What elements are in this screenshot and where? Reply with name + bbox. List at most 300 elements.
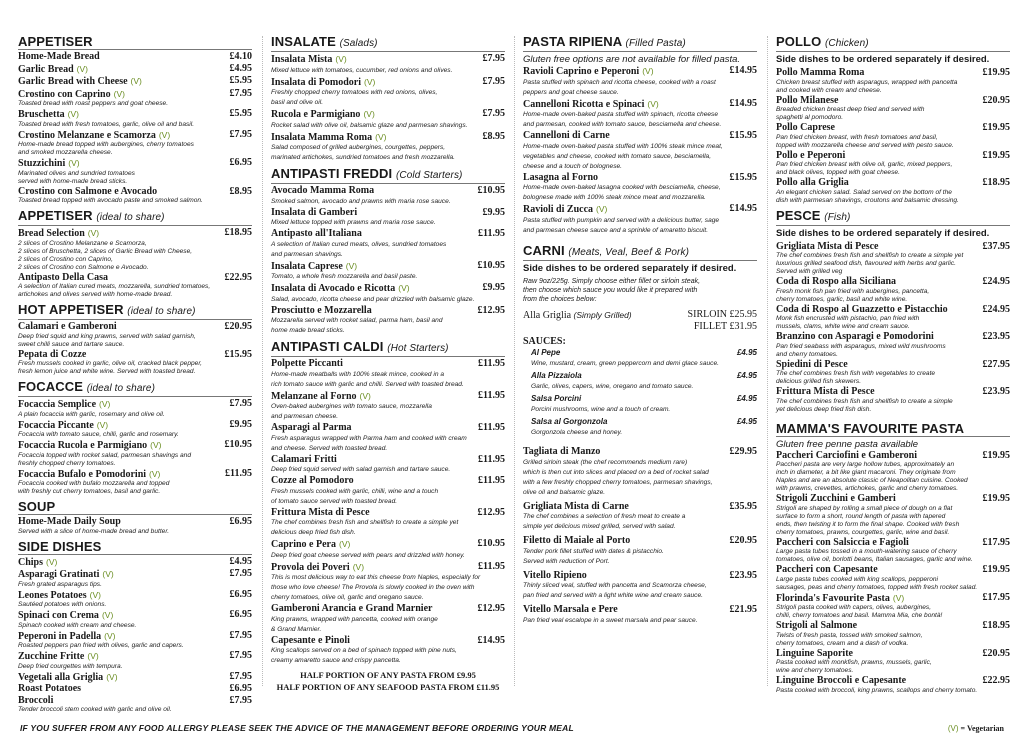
item-name-text: Garlic Bread with Cheese (18, 76, 128, 87)
menu-item (271, 54, 505, 76)
section-heading (523, 243, 757, 261)
menu-item (18, 469, 252, 497)
section-subtitle: (Chicken) (825, 38, 869, 49)
item-name (18, 399, 224, 411)
menu-section (18, 539, 252, 715)
section-title: APPETISER (18, 208, 93, 223)
section-heading (18, 208, 252, 226)
item-name (18, 322, 219, 333)
item-name (271, 208, 477, 219)
item-row (271, 186, 505, 197)
item-name-text: Grigliata Mista di Pesce (776, 240, 879, 252)
item-description: Tender broccoli stem cooked with garlic and olive oil. (18, 706, 172, 713)
item-price: £11.95 (478, 228, 505, 239)
menu-section (271, 34, 505, 163)
item-price: £11.95 (478, 475, 505, 486)
item-name-text: Focaccia Piccante (18, 419, 94, 431)
item-name-text: Leones Potatoes (18, 589, 87, 601)
menu-item (18, 76, 252, 88)
item-row (523, 99, 757, 111)
item-name-text: Vegetali alla Griglia (18, 671, 104, 683)
item-name (776, 178, 977, 189)
item-description: Mixed lettuce with tomatoes, cucumber, red onions and olives. (271, 66, 453, 74)
section-subtitle: (Meats, Veal, Beef & Pork) (568, 246, 689, 258)
item-row (776, 68, 1010, 79)
item-row (18, 350, 252, 361)
item-name (776, 593, 977, 605)
item-name-text: Linguine Broccoli e Capesante (776, 675, 907, 686)
item-description: Focaccia topped with rocket salad, parmesan shavings and freshly chopped cherry tomatoes. (18, 451, 191, 467)
sauce-list (523, 347, 757, 438)
item-row (18, 440, 252, 452)
section-heading (776, 208, 1010, 226)
item-name-text: Vitello Marsala e Pere (523, 604, 618, 615)
item-name (523, 173, 724, 184)
item-name-text: Tagliata di Manzo (523, 446, 601, 457)
half-portion-line: HALF PORTION OF ANY SEAFOOD PASTA FROM £11.95 (276, 682, 500, 692)
item-description: Fresh mussels cooked in garlic, olive oil, cracked black pepper, fresh lemon juice and white wine. Served with toasted bread. (18, 360, 202, 375)
item-description: Grilled sirloin steak (the chef recommends medium rare) which is then cut into slices and placed on a bed of rocket salad with a few freshly chopped cherry tomatoes, parmesan shavings, olive oil and balsamic glaze. (523, 458, 713, 496)
item-name-text: Peperoni in Padella (18, 630, 102, 642)
item-price: £4.95 (229, 555, 252, 567)
menu-item (776, 96, 1010, 123)
item-name-text: Branzino con Asparagi e Pomodorini (776, 331, 934, 342)
item-name-text: Crostino con Caprino (18, 88, 111, 100)
item-description: Deep fried courgettes with tempura. (18, 662, 123, 670)
item-name (271, 508, 472, 519)
item-row (18, 557, 252, 569)
menu-item (271, 77, 505, 109)
gluten-note: Gluten free penne pasta available (776, 438, 919, 450)
menu-item (776, 676, 1010, 695)
menu-item (776, 151, 1010, 178)
item-row (776, 360, 1010, 371)
item-description: Thinly sliced veal, stuffed with pancetta and Scamorza cheese, pan fried and served with a light white wine and cream sauce. (523, 582, 707, 599)
item-name-text: Frittura Mista di Pesce (271, 506, 370, 518)
item-description: Strigoli are shaped by rolling a small piece of dough on a flat surface to form a short, round length of pasta with tapered ends, then twisting it to form the final shape. Cooked with fresh cherry tomatoes, prawns, courgettes, garlic, wine and basil. (776, 504, 960, 536)
section-subtitle: (Fish) (824, 211, 851, 223)
section-heading (523, 34, 757, 52)
vegetarian-mark: (V) (364, 76, 376, 87)
item-name (271, 109, 477, 121)
item-name-text: Antipasto Della Casa (18, 271, 109, 283)
item-name-text: Ravioli Caprino e Peperoni (523, 66, 640, 77)
item-name-text: Insalata di Avocado e Ricotta (271, 283, 396, 294)
item-name (18, 228, 219, 240)
menu-item (776, 649, 1010, 676)
item-name (523, 571, 724, 582)
menu-item (18, 187, 252, 206)
menu-item (18, 64, 252, 76)
item-description: Deep fried squid served with salad garnish and tartare sauce. (271, 466, 451, 473)
item-name (18, 610, 224, 622)
section-subtitle: (ideal to share) (96, 212, 165, 223)
item-description: Pan fried chicken breast, with fresh tomatoes and basil, topped with mozzarella cheese and served with pesto sauce. (776, 133, 954, 149)
item-description: A selection of Italian cured meats, mozzarella, sundried tomatoes, artichokes and olives served with home-made bread. (18, 283, 211, 298)
item-name-text: Crostino con Salmone e Avocado (18, 185, 158, 197)
section-subtitle: (Hot Starters) (387, 343, 449, 354)
section-title: ANTIPASTI FREDDI (271, 166, 393, 181)
item-row (271, 54, 505, 66)
item-row (271, 562, 505, 574)
item-name-text: Lasagna al Forno (523, 171, 599, 183)
item-row (271, 208, 505, 219)
item-price: £15.95 (224, 348, 252, 360)
item-name-text: Asparagi Gratinati (18, 569, 100, 580)
menu-item (18, 399, 252, 419)
item-name-text: Chips (18, 556, 44, 568)
item-price: £14.95 (477, 634, 505, 646)
item-price: £17.95 (982, 591, 1010, 603)
item-description: Home-made meatballs with 100% steak mince, cooked in a rich tomato sauce with garlic and chilli. Served with toasted bread. (271, 370, 464, 388)
item-description: Pan fried veal escalope in a sweet marsala and pear sauce. (523, 616, 698, 624)
item-row (18, 89, 252, 101)
item-description: Pasta cooked with broccoli, king prawns, scallops and cherry tomato. (776, 686, 978, 694)
menu-item (776, 538, 1010, 565)
item-price: £15.95 (729, 171, 757, 183)
item-description: King scallops served on a bed of spinach topped with pine nuts, creamy amaretto sauce and crispy pancetta. (271, 647, 457, 664)
menu-section (523, 34, 757, 236)
item-description: Pasta stuffed with pumpkin and served with a delicious butter, sage and parmesan cheese sauce and a sprinkle of amaretto biscuit. (523, 216, 720, 234)
item-row (271, 359, 505, 370)
item-name-text: Pepata di Cozze (18, 348, 87, 360)
item-row (776, 565, 1010, 576)
item-price: £12.95 (477, 304, 505, 316)
menu-item (531, 370, 757, 392)
vegetarian-mark: (V) (642, 66, 654, 76)
item-name-text: Rucola e Parmigiano (271, 109, 361, 120)
half-portion-notes (271, 669, 505, 693)
item-description: Freshly chopped cherry tomatoes with red onions, olives, basil and olive oil. (271, 89, 438, 106)
item-name-text: Crostino Melanzane e Scamorza (18, 129, 156, 141)
item-description: This is most delicious way to eat this cheese from Naples, especially for those who love cheese! The Provola is slowly cooked in the oven with cherry tomatoes, olive oil, garlic and oregano sauce. (271, 574, 481, 601)
grill-name: Alla Griglia (523, 309, 572, 321)
section-title: ANTIPASTI CALDI (271, 339, 384, 354)
item-price: £4.95 (736, 371, 757, 380)
item-name (18, 89, 224, 101)
item-name (523, 99, 724, 111)
menu-column (271, 34, 505, 693)
item-name-text: Paccheri Carciofini e Gamberoni (776, 449, 917, 461)
item-price: £23.95 (729, 569, 757, 581)
section-heading (18, 34, 252, 50)
menu-item (271, 109, 505, 131)
vegetarian-mark: (V) (102, 569, 114, 579)
item-name (271, 261, 472, 273)
sirloin-price: SIRLOIN £25.95 (687, 308, 757, 320)
item-description: An elegant chicken salad. Salad served on the bottom of the dish with parmesan shavings, croutons and balsamic dressing. (776, 188, 959, 204)
section-subtitle: (ideal to share) (86, 383, 156, 394)
item-name-text: Capesante e Pinoli (271, 634, 350, 646)
gluten-note: Gluten free options are not available for filled pasta. (523, 54, 741, 65)
item-row (18, 64, 252, 76)
menu-item (18, 130, 252, 158)
item-price: £12.95 (477, 506, 505, 518)
section-title: APPETISER (18, 34, 93, 49)
vegetarian-mark: (V) (87, 228, 100, 238)
item-price: £19.95 (982, 149, 1010, 161)
item-name-text: Frittura Mista di Pesce (776, 386, 875, 397)
vegetarian-legend (948, 724, 1004, 733)
menu-item (776, 305, 1010, 332)
vegetarian-mark: (V) (76, 63, 88, 74)
item-row (271, 77, 505, 89)
item-price: £19.95 (982, 493, 1010, 504)
item-price: £7.95 (229, 398, 252, 409)
item-name-text: Al Pepe (531, 348, 561, 357)
menu-item (271, 359, 505, 390)
item-price: £6.95 (229, 683, 252, 694)
item-price: £10.95 (477, 185, 505, 196)
item-row (776, 242, 1010, 253)
item-price: £8.95 (229, 185, 252, 197)
menu-section (776, 34, 1010, 205)
item-price: £35.95 (729, 500, 757, 512)
item-name (18, 109, 224, 121)
menu-item (776, 68, 1010, 95)
section-subtitle: (ideal to share) (127, 306, 196, 317)
item-description: A plain focaccia with garlic, rosemary and olive oil. (18, 410, 165, 418)
item-name-text: Asparagi al Parma (271, 422, 352, 433)
item-row (523, 571, 757, 582)
item-name (18, 440, 219, 452)
item-name (271, 283, 477, 295)
item-description: Roasted peppers pan fried with olives, garlic and capers. (18, 642, 184, 649)
section-heading (18, 499, 252, 515)
item-row (531, 347, 757, 358)
menu-item (18, 557, 252, 569)
item-row (18, 187, 252, 198)
item-name (531, 416, 731, 427)
section-heading (271, 339, 505, 357)
item-name-text: Vitello Ripieno (523, 569, 587, 581)
item-description: Focaccia cooked with bufalo mozzarella and topped with freshly cut cherry tomatoes, basil and garlic. (18, 480, 170, 495)
item-price: £6.95 (229, 588, 252, 600)
section-title: SOUP (18, 499, 56, 514)
section-heading (776, 421, 1010, 437)
item-description: Fresh monk fish pan fried with aubergines, pancetta, cherry tomatoes, garlic, basil and white wine. (776, 287, 930, 303)
item-price: £18.95 (224, 227, 252, 238)
menu-item (18, 651, 252, 671)
item-description: A selection of Italian cured meats, olives, sundried tomatoes and parmesan shavings. (271, 240, 447, 258)
item-description: Toasted bread topped with avocado paste and smoked salmon. (18, 197, 203, 204)
item-price: £9.95 (482, 282, 505, 293)
item-description: Tomato, a whole fresh mozzarella and basil paste. (271, 273, 418, 280)
menu-item (18, 684, 252, 695)
item-row (523, 447, 757, 458)
item-row (18, 158, 252, 170)
item-description: Garlic, olives, capers, wine, oregano and tomato sauce. (531, 383, 694, 390)
item-price: £7.95 (482, 108, 505, 119)
item-name (776, 649, 977, 660)
item-name-text: Provola dei Poveri (271, 561, 350, 573)
item-name (776, 242, 977, 253)
menu-item (776, 494, 1010, 537)
menu-section (18, 499, 252, 536)
item-row (271, 539, 505, 551)
item-name-text: Insalata di Pomodori (271, 76, 362, 88)
item-description: 2 slices of Crostino Melanzane e Scamorza, 2 slices of Bruschetta, 2 slices of Garlic Bread with Cheese, 2 slices of Crostino con Caprino, 2 slices of Crostino con Salmone e Avocado. (18, 239, 193, 271)
item-name (18, 672, 224, 684)
item-name-text: Strigoli Zucchini e Gamberi (776, 493, 896, 504)
item-row (18, 109, 252, 121)
item-price: £37.95 (982, 240, 1010, 252)
vegetarian-mark: (V) (596, 204, 608, 214)
item-description: Fresh mussels cooked with garlic, chilli, wine and a touch of tomato sauce served with toasted bread. (271, 487, 439, 505)
menu-item (271, 283, 505, 305)
menu-item (271, 539, 505, 561)
item-row (18, 684, 252, 695)
item-name (776, 494, 977, 505)
side-dish-note: Side dishes to be ordered separately if desired. (776, 227, 990, 239)
item-name (271, 562, 472, 574)
vegetarian-mark: (V) (106, 671, 118, 682)
item-name (18, 273, 219, 284)
item-name (18, 158, 224, 170)
item-row (271, 455, 505, 466)
item-price: £8.95 (482, 130, 505, 142)
item-description: Breaded chicken breast deep fried and served with spaghetti al pomodoro. (776, 106, 925, 121)
item-price: £10.95 (224, 439, 252, 450)
item-row (271, 229, 505, 240)
menu-item (271, 306, 505, 337)
item-description: Mixed lettuce topped with prawns and maria rose sauce. (271, 219, 436, 226)
item-description: Marinated olives and sundried tomatoes served with home-made bread sticks. (18, 169, 135, 185)
item-description: Salad composed of grilled aubergines, courgettes, peppers, marinated artichokes, sundried tomatoes and fresh mozzarella. (271, 144, 455, 161)
item-name (776, 538, 977, 549)
item-description: Home-made oven-baked pasta stuffed with spinach, ricotta cheese and parmesan, cooked with tomato sauce, besciamella and cheese. (523, 111, 722, 128)
item-price: £20.95 (982, 647, 1010, 659)
menu-item (523, 605, 757, 626)
item-row (18, 420, 252, 432)
item-description: Salad, avocado, ricotta cheese and pear drizzled with balsamic glaze. (271, 295, 475, 303)
item-name (776, 332, 977, 343)
side-dish-note: Side dishes to be ordered separately if desired. (776, 54, 990, 65)
vegetarian-mark: (V) (113, 88, 125, 99)
grill-subtitle: (Simply Grilled) (573, 309, 632, 320)
item-name (18, 590, 224, 602)
item-row (18, 610, 252, 622)
item-price: £9.95 (482, 206, 505, 218)
item-name (271, 604, 472, 615)
item-row (776, 494, 1010, 505)
item-row (271, 508, 505, 519)
item-price: £17.95 (982, 536, 1010, 548)
item-price: £4.10 (229, 51, 252, 62)
menu-section (271, 166, 505, 336)
item-description: Oven-baked aubergines with tomato sauce, mozzarella and parmesan cheese. (271, 403, 432, 420)
menu-item (18, 109, 252, 129)
menu-item (776, 277, 1010, 304)
item-price: £6.95 (229, 157, 252, 168)
item-description: Strigoli pasta cooked with capers, olives, aubergines, chilli, cherry tomatoes and basil. Mamma Mia, che bontà! (776, 604, 943, 619)
item-row (523, 204, 757, 216)
menu-item (18, 517, 252, 536)
menu-item (271, 186, 505, 207)
item-price: £11.95 (478, 358, 505, 369)
allergy-notice: IF YOU SUFFER FROM ANY FOOD ALLERGY PLEASE SEEK THE ADVICE OF THE MANAGEMENT BEFORE ORDERING YOUR MEAL (20, 723, 574, 733)
item-name-text: Alla Pizzaiola (531, 371, 582, 380)
item-price: £27.95 (982, 358, 1010, 370)
item-price: £19.95 (982, 564, 1010, 575)
item-row (271, 476, 505, 487)
item-row (18, 569, 252, 581)
item-name (271, 539, 472, 551)
item-name-text: Pollo Mamma Roma (776, 67, 865, 78)
item-description: The chef combines a selection of fresh meat to create a simple yet delicious mixed grilled, served with salad. (523, 513, 686, 530)
menu-section (18, 208, 252, 299)
item-price: £20.95 (982, 94, 1010, 106)
item-name (18, 696, 224, 707)
item-description: The chef combines fresh fish and shellfish to create a simple yet delicious deep fried fish dish. (271, 519, 459, 536)
item-row (271, 391, 505, 403)
item-price: £19.95 (982, 67, 1010, 78)
item-name (18, 130, 224, 142)
section-title: CARNI (523, 242, 565, 258)
item-name-text: Zucchine Fritte (18, 651, 85, 662)
side-dish-note: Side dishes to be ordered separately if desired. (523, 262, 737, 274)
item-description: Served with a slice of home-made bread and butter. (18, 527, 170, 535)
section-subtitle: (Salads) (339, 38, 378, 49)
menu-item (18, 672, 252, 684)
menu-item (271, 132, 505, 164)
item-row (18, 590, 252, 602)
item-price: £5.95 (229, 75, 252, 86)
item-name (776, 277, 977, 288)
section-heading (18, 302, 252, 320)
item-description: The chef combines fresh fish and shellfish to create a simple yet luxurious grilled seafood dish, flavoured with herbs and garlic. Served with grilled veg (776, 252, 964, 275)
menu-column (776, 34, 1010, 698)
item-row (18, 322, 252, 333)
item-description: Large pasta tubes tossed in a mouth-watering sauce of cherry tomatoes, olive oil, borlotti beans, Italian sausages, garlic and wine. (776, 548, 973, 563)
item-name (18, 651, 224, 663)
item-price: £11.95 (225, 467, 252, 479)
menu-item (271, 604, 505, 635)
item-name-text: Salsa Porcini (531, 394, 582, 403)
section-heading (271, 34, 505, 52)
item-price: £18.95 (982, 620, 1010, 631)
vegetarian-mark: (V) (352, 561, 365, 572)
menu-section (18, 302, 252, 376)
item-price: £24.95 (982, 303, 1010, 315)
item-name-text: Paccheri con Capesante (776, 564, 878, 575)
item-price: £23.95 (982, 331, 1010, 342)
vegetarian-mark: (V) (647, 98, 659, 109)
item-price: £7.95 (482, 53, 505, 64)
item-name (531, 370, 731, 381)
menu-item (523, 66, 757, 98)
item-description: Twists of fresh pasta, tossed with smoked salmon, cherry tomatoes, cream and a dash of vodka. (776, 631, 923, 647)
item-description: King prawns, wrapped with pancetta, cooked with orange & Grand Marnier. (271, 615, 438, 633)
section-title: HOT APPETISER (18, 302, 124, 317)
item-price: £7.95 (229, 629, 252, 641)
item-row (18, 672, 252, 684)
item-name-text: Grigliata Mista di Carne (523, 500, 629, 512)
item-name (523, 536, 724, 547)
item-price: £22.95 (224, 271, 252, 283)
item-name-text: Home-Made Bread (18, 51, 100, 62)
item-name (776, 387, 977, 398)
item-price: £5.95 (229, 108, 252, 119)
item-name (776, 621, 977, 632)
menu-item (776, 565, 1010, 592)
menu-item (18, 89, 252, 109)
item-name-text: Pollo Caprese (776, 122, 835, 133)
vegetarian-mark: (V) (375, 131, 387, 142)
vegetarian-mark: (V) (345, 260, 358, 271)
fillet-price: FILLET £31.95 (693, 321, 757, 332)
menu-item (271, 476, 505, 507)
